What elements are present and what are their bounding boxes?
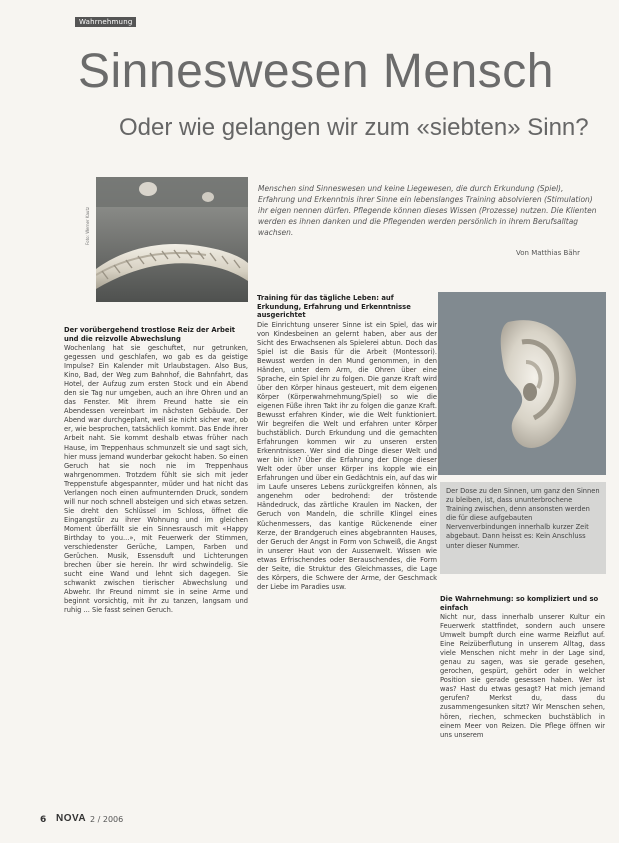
column-2 [257, 294, 437, 592]
issue-number: 2 / 2006 [90, 815, 124, 824]
column-2-heading: Training für das tägliche Leben: auf Erkundung, Erfahrung und Erkenntnisse ausgerichtet [257, 294, 411, 319]
column-2-text: Die Einrichtung unserer Sinne ist ein Spiel, das wir von Kindesbeinen an gelernt haben, aber aus der Sicht des Erwachsenen als Spielerei abtun. Doch das Spiel ist die Basis für die Arbeit (Montessori). Bewusst werden in den Mund genommen, in den Händen, unter dem Arm, die Ohren über eine Sprache, ein Spiel ihr zu folgen. Die ganze Kraft wird über den Körper hinaus gesteuert, mit dem eigenen Körper (Körperwahrnehmung/Spiel) so wie die eigenen Füße ihren Takt ihr zu folgen die ganze Kraft. Bewusst erfahren Kinder, wie die Welt funktioniert. Wir begreifen die Welt und erfahren unter Körper buchstäblich. Durch Erkundung und die gemachten Erfahrungen kommen wir zu unseren ersten Erkenntnissen. Wer sind die Dinge dieser Welt und wer bin ich? Über die Erfahrung der Dinge dieser Welt oder über unser Körper ins kopple wie ein Erfahrungen und über ein Gedächtnis ein, auf das wir im Laufe unseres Lebens zurückgreifen können, als angenehm oder bedrohend: der tröstende Händedruck, das zärtliche Kraulen im Nacken, der Geruch von Mandeln, die schrille Klingel eines Küchenmessers, das kantige Rückenende einer Kerze, der Brandgeruch eines abgebrannten Hauses, der Geruch der Angst in Form von Schweiß, die Angst in unserer Haut von der Aussenwelt. Wissen wie etwas Erfrischendes oder Berauschendes, die Form der Seite, die Struktur des Gleichmasses, die Lage des Körpers, die Schwere der Arme, der Geschmack der Liebe im Paradies usw. [257, 320, 437, 591]
rope-photo [96, 177, 248, 302]
column-1 [64, 326, 248, 615]
sidebar-quote: Der Dose zu den Sinnen, um ganz den Sinnen zu bleiben, ist, dass ununterbrochene Training zwischen, denn ansonsten werden die für diese aufgebauten Nervenverbindungen innerhalb kurzer Zeit abgebaut. Dann heisst es: Kein Anschluss unter dieser Nummer. [440, 482, 606, 574]
section-kicker: Wahrnehmung [75, 17, 136, 27]
ear-illustration [438, 292, 606, 475]
ear-photo [438, 292, 606, 475]
column-3-heading: Die Wahrnehmung: so kompliziert und so einfach [440, 595, 599, 612]
page-number: 6 [40, 815, 47, 825]
article-title: Sinneswesen Mensch [78, 45, 554, 98]
photo-credit: Foto: Werner Kautz [85, 206, 90, 245]
column-3 [440, 595, 605, 740]
intro-paragraph: Menschen sind Sinneswesen und keine Liegewesen, die durch Erkundung (Spiel), Erfahrung und Erkenntnis ihrer Sinne ein lebenslanges Training absolvieren (Stimulation) ihr eigen nennen dürfen. Pflegende können dieses Wissen (Prozesse) nutzen. Die Klienten werden es ihnen danken und die Pflegenden werden persönlich in ihrem Berufsalltag wachsen. [258, 184, 597, 237]
magazine-brand: NOVA [56, 813, 87, 824]
column-1-text: Wochenlang hat sie geschuftet, nur getrunken, gegessen und geschlafen, wo gab es da geistige Impulse? Ein Kalender mit Urlaubstagen. Also Bus, Kino, Bad, der Weg zum Bahnhof, die Bahnfahrt, das Hotel, der Aufzug zum ersten Stock und ein Abend den sie Tag nur umgeben, auch an ihre Ohren und an das Fenster. Mit ihrem Freund hatte sie ein Abendessen vereinbart im nächsten Gebäude. Der Abend war durchgeplant, weil sie nicht sicher war, ob er, wie besprochen, tatsächlich kommt. Das Ende ihrer Arbeit naht. Sie kommt deshalb etwas früher nach Hause, im Treppenhaus schmunzelt sie und sagt sich, hier muss jemand wunderbar gekocht haben. So einen Geruch hat sie noch nie im Treppenhaus wahrgenommen. Trotzdem fühlt sie sich mit jeder Treppenstufe abgespannter, müder und hat nicht das Verlangen noch einen aufmunternden Druck, sondern will nur noch schnell absteigen und sich etwas setzen. Sie dreht den Schlüssel im Schloss, öffnet die Eingangstür zu ihrer Wohnung und im gleichen Moment überfällt sie ein Sinnesrausch mit «Happy Birthday to you...», mit Feuerwerk der Stimmen, verschiedenster Gerüche, Lampen, Farben und Gerüchen. Musik, Essensduft und Lichterungen brechen über sie herein. Ihr wird schwindelig. Sie sucht eine Wand und lehnt sich dagegen. Sie schwankt zwischen tierischer Abwechslung und Abwehr. Ihr Freund nimmt sie in seine Arme und beginnt vorsichtig, mit ihr zu tanzen, langsam und ruhig ... Sie fasst seinen Geruch. [64, 344, 248, 615]
column-3-text: Nicht nur, dass innerhalb unserer Kultur ein Feuerwerk stattfindet, sondern auch unsere Umwelt bumpft durch eine warme Reizflut auf. Eine Reizüberflutung in unserem Alltag, dass viele Menschen nicht mehr in der Lage sind, genau zu sagen, was sie gerade gesehen, gerochen, gespürt, gehört oder in welcher Position sie gerade gesessen haben. Wer ist was? Hast du etwas gesagt? Hat mich jemand gerufen? Merkst du, dass du zusammengesunken sitzt? Wir Menschen sehen, hören, riechen, schmecken buchstäblich in einem Meer von Reizen. Die Pflege öffnen wir uns unserem [440, 613, 605, 739]
rope-illustration [96, 177, 248, 302]
column-1-heading: Der vorübergehend trostlose Reiz der Arbeit und die reizvolle Abwechslung [64, 326, 236, 343]
author-byline: Von Matthias Bähr [516, 249, 580, 257]
article-subtitle: Oder wie gelangen wir zum «siebten» Sinn? [119, 114, 589, 141]
